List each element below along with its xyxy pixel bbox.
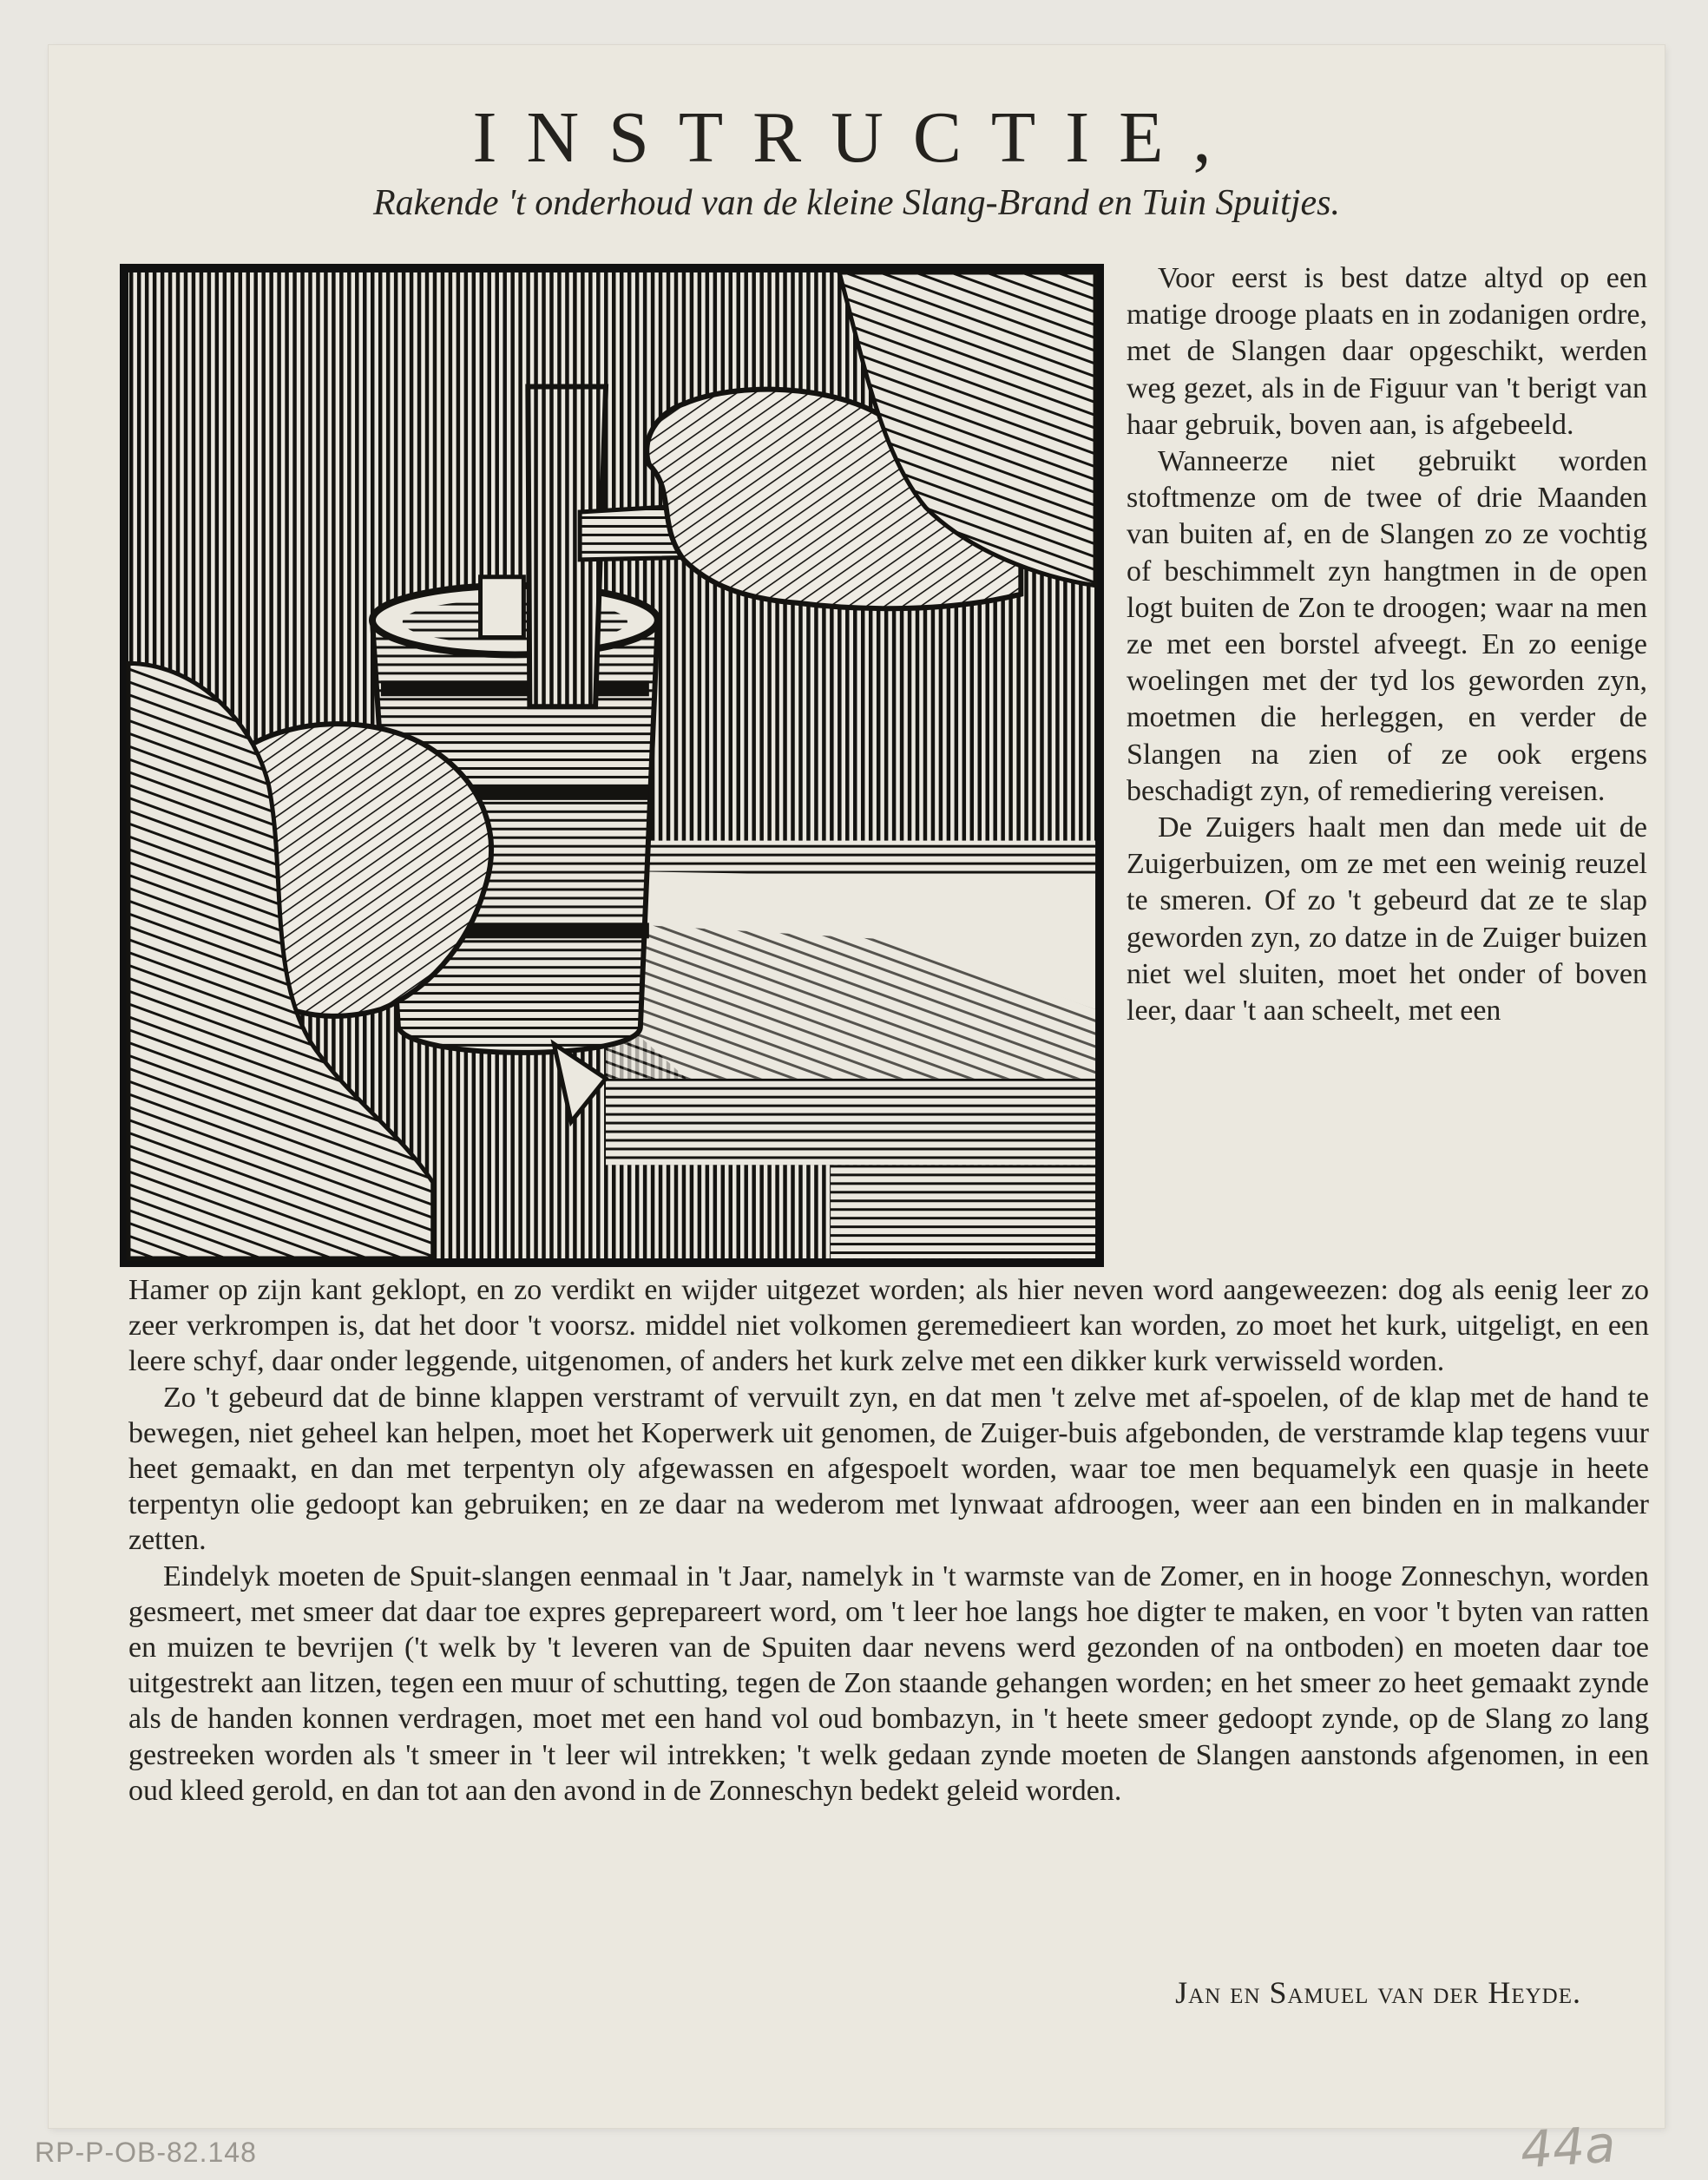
woodcut-illustration xyxy=(120,264,1104,1267)
full-width-text xyxy=(128,1272,1649,1809)
inventory-number: RP-P-OB-82.148 xyxy=(35,2137,257,2168)
side-column-text xyxy=(1127,260,1647,1029)
print-sheet xyxy=(49,45,1665,2128)
signature: Jan en Samuel van der Heyde. xyxy=(1175,1975,1581,2010)
side-paragraph-3: De Zuigers haalt men dan mede uit de Zuigerbuizen, om ze met een weinig reuzel te smeren. Of zo 't gebeurd dat ze te slap geworden zyn, zo datze in de Zuiger buizen niet wel sluiten, moet het onder of boven leer, daar 't aan scheelt, met een xyxy=(1127,811,1647,1028)
full-paragraph-2: Zo 't gebeurd dat de binne klappen verstramt of vervuilt zyn, en dat men 't zelve met af-spoelen, of de klap met de hand te bewegen, niet geheel kan helpen, moet het Koperwerk uit genomen, de Zuiger-buis afgebonden, de verstramde klap tegens vuur heet gemaakt, en dan met terpentyn oly afgewassen en afgespoelt worden, waar toe men bequamelyk een quasje in heete terpentyn olie gedoopt kan gebruiken; en ze daar na wederom met lynwaat afdroogen, weer aan een binden en in malkander zetten. xyxy=(128,1381,1649,1557)
pencil-annotation: 44a xyxy=(1518,2114,1618,2180)
woodcut-hands-hammer-pump-icon xyxy=(122,266,1102,1265)
page-title: INSTRUCTIE, xyxy=(472,97,1241,178)
side-paragraph-2: Wanneerze niet gebruikt worden stoftmenze om de twee of drie Maanden van buiten af, en de Slangen zo ze vochtig of beschimmelt zyn hangtmen in de open logt buiten de Zon te droogen; waar na men ze met een borstel afveegt. En zo eenige woelingen met der tyd los geworden zyn, moetmen die herleggen, en verder de Slangen na zien of ze ook ergens beschadigt zyn, of remediering vereisen. xyxy=(1127,445,1647,807)
full-paragraph-3: Eindelyk moeten de Spuit-slangen eenmaal in 't Jaar, namelyk in 't warmste van de Zomer, en in hooge Zonneschyn, worden gesmeert, met smeer dat daar toe expres geprepareert word, om 't leer hoe langs hoe digter te maken, en voor 't byten van ratten en muizen te bevrijen ('t welk by 't leveren van de Spuiten daar nevens werd gezonden of na ontboden) en moeten daar toe uitgestrekt aan litzen, tegen een muur of schutting, tegen de Zon staande gehangen worden; en het smeer zo heet gemaakt zynde als de handen konnen verdragen, moet met een hand vol oud bombazyn, in 't heete smeer gedoopt zynde, op de Slang zo lang gestreeken worden als 't smeer in 't leer wil intrekken; 't welk gedaan zynde moeten de Slangen aanstonds afgenomen, in een oud kleed gerold, en dan tot aan den avond in de Zonneschyn bedekt geleid worden. xyxy=(128,1559,1649,1807)
full-paragraph-1: Hamer op zijn kant geklopt, en zo verdikt en wijder uitgezet worden; als hier neven word aangeweezen: dog als eenig leer zo zeer verkrompen is, dat het door 't voorsz. middel niet volkomen geremedieert kan worden, zo moet het kurk, uitgeligt, en een leere schyf, daar onder leggende, uitgenomen, of anders het kurk zelve met een dikker kurk verwisseld worden. xyxy=(128,1274,1649,1378)
page-subtitle: Rakende 't onderhoud van de kleine Slang-Brand en Tuin Spuitjes. xyxy=(372,183,1340,223)
side-paragraph-1: Voor eerst is best datze altyd op een matige drooge plaats en in zodanigen ordre, met de Slangen daar opgeschikt, werden weg gezet, als in de Figuur van 't berigt van haar gebruik, boven aan, is afgebeeld. xyxy=(1127,262,1647,441)
